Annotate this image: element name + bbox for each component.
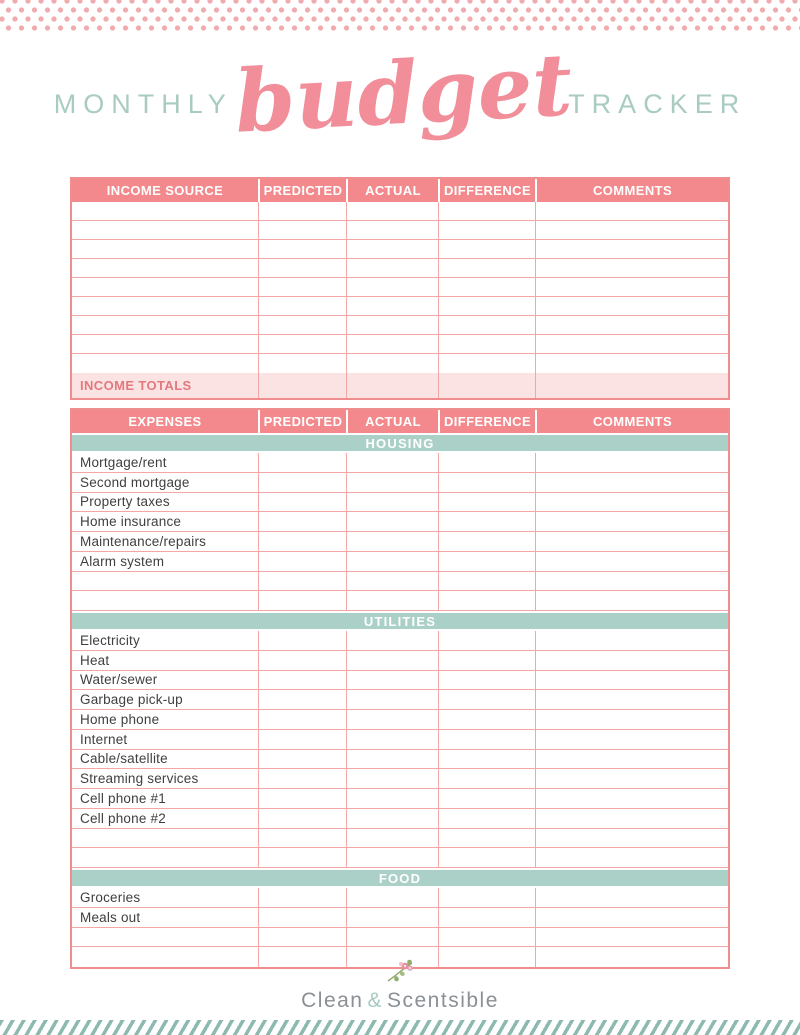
income-totals-label: INCOME TOTALS [80,378,192,393]
value-cell [346,335,438,353]
expense-row [72,453,728,473]
value-cell [535,493,728,512]
value-cell [258,928,346,947]
row-label-cell: Streaming services [80,771,199,787]
brand-word-scentsible: Scentsible [387,989,499,1012]
value-cell [258,848,346,867]
income-empty-row [72,278,728,297]
value-cell [535,221,728,239]
value-cell [258,888,346,907]
value-cell [258,769,346,788]
row-label-cell: Water/sewer [80,672,158,688]
row-label-cell: Home insurance [80,514,182,530]
value-cell [258,730,346,749]
value-cell [346,789,438,808]
column-header: COMMENTS [535,179,728,202]
row-label-cell: Cable/satellite [80,751,168,767]
value-cell [258,473,346,492]
value-cell [346,710,438,729]
value-cell [535,240,728,258]
value-cell [535,730,728,749]
brand-word-clean: Clean [301,989,364,1012]
row-label-cell: Property taxes [80,494,170,510]
row-label-cell [72,278,258,296]
row-label-cell: Mortgage/rent [80,454,167,470]
income-empty-row [72,316,728,335]
value-cell [438,278,535,296]
value-cell [535,373,728,398]
expense-row [72,473,728,493]
value-cell [346,750,438,769]
row-label-cell: Maintenance/repairs [80,533,207,549]
row-label-cell: Meals out [80,909,141,925]
section-band-utilities: UTILITIES [72,611,728,631]
value-cell [438,750,535,769]
value-cell [438,335,535,353]
value-cell [258,297,346,315]
column-header: COMMENTS [535,410,728,433]
row-label-cell: Internet [80,731,128,747]
value-cell [258,493,346,512]
value-cell [438,297,535,315]
value-cell [346,473,438,492]
expense-empty-row [72,572,728,592]
row-label-cell: Heat [80,652,110,668]
income-totals-row [72,373,728,398]
value-cell [535,829,728,848]
value-cell [438,532,535,551]
row-label-cell [72,928,258,947]
value-cell [258,221,346,239]
value-cell [258,259,346,277]
value-cell [535,928,728,947]
expense-empty-row [72,928,728,948]
value-cell [346,552,438,571]
value-cell [535,710,728,729]
value-cell [438,908,535,927]
value-cell [535,532,728,551]
expense-empty-row [72,591,728,611]
section-band-housing: HOUSING [72,433,728,453]
income-header-row [72,179,728,202]
row-label-cell [72,221,258,239]
value-cell [346,769,438,788]
value-cell [438,651,535,670]
row-label-cell: Second mortgage [80,474,190,490]
expense-row [72,789,728,809]
value-cell [258,532,346,551]
value-cell [346,631,438,650]
value-cell [346,928,438,947]
value-cell [346,453,438,472]
row-label-cell [72,829,258,848]
expense-row [72,809,728,829]
value-cell [535,354,728,373]
row-label-cell [72,240,258,258]
row-label-cell [72,259,258,277]
value-cell [438,730,535,749]
value-cell [535,888,728,907]
column-header: DIFFERENCE [438,179,535,202]
value-cell [346,591,438,610]
column-header: INCOME SOURCE [106,183,224,198]
brand-logo [0,958,800,1013]
value-cell [438,888,535,907]
value-cell [346,829,438,848]
value-cell [346,532,438,551]
value-cell [438,572,535,591]
value-cell [438,671,535,690]
value-cell [438,769,535,788]
value-cell [258,651,346,670]
value-cell [438,848,535,867]
value-cell [346,512,438,531]
value-cell [438,512,535,531]
value-cell [535,908,728,927]
value-cell [535,591,728,610]
value-cell [258,316,346,334]
row-label-cell: Garbage pick-up [80,692,183,708]
expense-row [72,750,728,770]
row-label-cell [72,354,258,373]
value-cell [346,373,438,398]
value-cell [258,354,346,373]
income-empty-row [72,297,728,316]
row-label-cell [72,316,258,334]
row-label-cell: Groceries [80,889,141,905]
column-header: ACTUAL [346,179,438,202]
expense-table [70,408,730,969]
income-empty-row [72,354,728,373]
value-cell [258,373,346,398]
expense-row [72,651,728,671]
value-cell [346,259,438,277]
value-cell [535,631,728,650]
title-budget-script: budget [232,34,575,153]
value-cell [438,690,535,709]
value-cell [346,809,438,828]
value-cell [258,552,346,571]
value-cell [438,809,535,828]
title-tracker: TRACKER [568,88,747,119]
value-cell [346,848,438,867]
value-cell [438,710,535,729]
value-cell [346,651,438,670]
expense-row [72,512,728,532]
value-cell [535,335,728,353]
expense-empty-row [72,829,728,849]
value-cell [535,809,728,828]
column-header: ACTUAL [346,410,438,433]
diagonal-stripe-border [0,1020,800,1035]
expense-empty-row [72,848,728,868]
income-table [70,177,730,400]
page-title [0,34,800,158]
column-header: EXPENSES [128,414,202,429]
value-cell [258,710,346,729]
expense-row [72,710,728,730]
value-cell [438,631,535,650]
value-cell [438,202,535,220]
value-cell [535,297,728,315]
row-label-cell [72,591,258,610]
value-cell [535,316,728,334]
value-cell [346,354,438,373]
expense-row [72,532,728,552]
value-cell [438,552,535,571]
expense-row [72,552,728,572]
expense-row [72,908,728,928]
value-cell [438,316,535,334]
row-label-cell [72,297,258,315]
row-label-cell [72,335,258,353]
row-label-cell: Cell phone #1 [80,790,166,806]
value-cell [438,354,535,373]
value-cell [535,769,728,788]
expense-row [72,888,728,908]
income-empty-row [72,335,728,354]
expense-row [72,493,728,513]
value-cell [438,373,535,398]
value-cell [346,297,438,315]
value-cell [535,690,728,709]
value-cell [346,908,438,927]
value-cell [258,908,346,927]
expense-row [72,631,728,651]
expense-row [72,671,728,691]
value-cell [258,671,346,690]
value-cell [258,202,346,220]
value-cell [346,316,438,334]
value-cell [258,278,346,296]
value-cell [346,572,438,591]
polka-dot-band [0,0,800,34]
income-empty-row [72,240,728,259]
value-cell [438,259,535,277]
expense-row [72,690,728,710]
value-cell [346,202,438,220]
expense-row [72,730,728,750]
value-cell [535,552,728,571]
row-label-cell [72,848,258,867]
row-label-cell: Cell phone #2 [80,810,166,826]
value-cell [535,512,728,531]
income-empty-row [72,221,728,240]
value-cell [258,512,346,531]
value-cell [438,789,535,808]
value-cell [438,221,535,239]
expense-row [72,769,728,789]
value-cell [535,848,728,867]
title-monthly: MONTHLY [53,88,233,119]
value-cell [438,928,535,947]
row-label-cell [72,572,258,591]
floral-sprig-icon [381,958,419,989]
value-cell [438,591,535,610]
value-cell [258,829,346,848]
value-cell [258,809,346,828]
value-cell [346,278,438,296]
value-cell [438,493,535,512]
value-cell [346,493,438,512]
row-label-cell: Home phone [80,711,160,727]
column-header: PREDICTED [258,179,346,202]
value-cell [535,473,728,492]
value-cell [535,572,728,591]
expense-header-row [72,410,728,433]
value-cell [258,591,346,610]
row-label-cell: Electricity [80,632,140,648]
value-cell [258,453,346,472]
value-cell [535,453,728,472]
value-cell [346,730,438,749]
value-cell [258,789,346,808]
value-cell [258,750,346,769]
value-cell [346,671,438,690]
value-cell [535,750,728,769]
value-cell [535,651,728,670]
income-empty-row [72,259,728,278]
column-header: DIFFERENCE [438,410,535,433]
income-empty-row [72,202,728,221]
value-cell [438,240,535,258]
value-cell [535,278,728,296]
value-cell [346,221,438,239]
column-header: PREDICTED [258,410,346,433]
value-cell [346,888,438,907]
value-cell [535,671,728,690]
value-cell [438,473,535,492]
value-cell [258,572,346,591]
value-cell [258,335,346,353]
row-label-cell [72,202,258,220]
value-cell [438,829,535,848]
value-cell [535,202,728,220]
value-cell [535,789,728,808]
value-cell [346,240,438,258]
value-cell [258,240,346,258]
value-cell [346,690,438,709]
section-band-food: FOOD [72,868,728,888]
value-cell [535,259,728,277]
brand-name [301,989,499,1013]
value-cell [258,631,346,650]
row-label-cell: Alarm system [80,553,165,569]
value-cell [258,690,346,709]
brand-ampersand: & [367,989,383,1012]
value-cell [438,453,535,472]
